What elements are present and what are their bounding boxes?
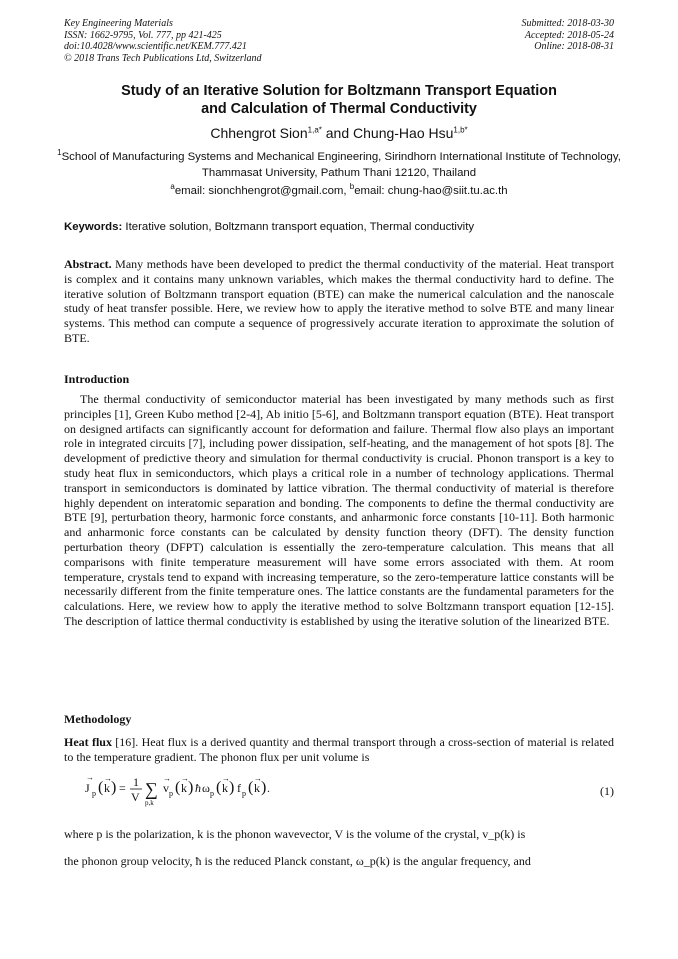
svg-text:.: .: [267, 781, 270, 795]
svg-text:(: (: [216, 779, 222, 796]
heat-flux-text: Heat flux is a derived quantity and thermal transport through a cross-section of material is related to the temperature gradient. The phonon flux per unit volume is: [64, 735, 614, 764]
author-1-affil: 1,a*: [307, 125, 322, 135]
methodology-heading: Methodology: [64, 712, 132, 726]
svg-text:k: k: [222, 781, 228, 795]
svg-text:→: →: [163, 774, 171, 783]
svg-text:p: p: [210, 789, 214, 798]
svg-text:→: →: [222, 774, 230, 783]
svg-text:f: f: [237, 781, 241, 795]
journal-issn: ISSN: 1662-9795, Vol. 777, pp 421-425: [64, 29, 222, 41]
title-line-1: Study of an Iterative Solution for Boltzmann Transport Equation: [121, 83, 557, 99]
email-a-mark: a: [170, 182, 175, 192]
submission-dates: [522, 18, 615, 53]
title-line-2: and Calculation of Thermal Conductivity: [201, 101, 477, 117]
svg-text:→: →: [104, 774, 112, 783]
svg-text:k: k: [254, 781, 260, 795]
equation-1-number: (1): [600, 784, 614, 798]
keywords: [64, 220, 614, 235]
email-b: email: chung-hao@siit.tu.ac.th: [354, 185, 508, 197]
svg-text:∑: ∑: [145, 779, 158, 799]
svg-text:=: =: [119, 781, 126, 795]
abstract-text: Many methods have been developed to predict the thermal conductivity of the material. Heat transport is complex and it contains many unknown variables, which makes the thermal conductivity hard to define. The iterative solution of Boltzmann transport equation (BTE) can make the numerical calculation and the nanoscale study of heat transfer possible. Here, we review how to apply the iterative method to solve BTE and many linear systems. This method can compute a sequence of progressively accurate iteration to approximate the solution of BTE.: [64, 257, 614, 345]
svg-text:p: p: [242, 789, 246, 798]
keywords-text: Iterative solution, Boltzmann transport equation, Thermal conductivity: [122, 221, 475, 233]
variables-line-2: the phonon group velocity, ħ is the reduced Planck constant, ω_p(k) is the angular frequency, and: [64, 854, 531, 868]
journal-info: [64, 18, 262, 64]
email-b-mark: b: [349, 182, 355, 192]
svg-text:(: (: [175, 779, 181, 796]
author-2: Chung-Hao Hsu: [353, 125, 454, 141]
author-emails: [40, 184, 638, 199]
svg-text:): ): [111, 779, 117, 796]
svg-text:p: p: [92, 789, 96, 798]
affiliation-mark: 1: [57, 148, 62, 158]
equation-1-svg: [85, 772, 325, 816]
affiliation-text: School of Manufacturing Systems and Mechanical Engineering, Sirindhorn International Institute of Technology, Thammasat University, Pathum Thani 12120, Thailand: [61, 151, 621, 179]
svg-text:→: →: [254, 774, 262, 783]
paper-title: [40, 82, 638, 118]
svg-text:ω: ω: [202, 781, 210, 795]
svg-text:p: p: [169, 789, 173, 798]
svg-text:): ): [188, 779, 194, 796]
svg-text:(: (: [248, 779, 254, 796]
svg-text:ħ: ħ: [195, 781, 201, 795]
author-list: [40, 124, 638, 142]
heat-flux-label: Heat flux: [64, 735, 112, 749]
abstract-label: Abstract.: [64, 257, 112, 271]
author-and: and: [321, 125, 354, 141]
introduction-heading: Introduction: [64, 372, 130, 386]
journal-name: Key Engineering Materials: [64, 18, 173, 29]
svg-text:v: v: [163, 781, 169, 795]
svg-text:k: k: [181, 781, 187, 795]
svg-text:→: →: [181, 774, 189, 783]
svg-text:→: →: [86, 773, 94, 782]
author-2-affil: 1,b*: [453, 125, 468, 135]
svg-text:1: 1: [133, 775, 139, 789]
heat-flux-paragraph: [64, 735, 614, 765]
submitted-date: Submitted: 2018-03-30: [521, 18, 614, 29]
equation-1: [85, 772, 325, 820]
svg-text:k: k: [104, 781, 110, 795]
variables-line-1: where p is the polarization, k is the phonon wavevector, V is the volume of the crystal, v_p(k) is: [64, 827, 526, 841]
keywords-label: Keywords:: [64, 221, 123, 233]
online-date: Online: 2018-08-31: [534, 41, 614, 52]
email-a: email: sionchhengrot@gmail.com,: [174, 185, 350, 197]
svg-text:): ): [229, 779, 235, 796]
affiliation: [50, 150, 628, 181]
introduction-text: The thermal conductivity of semiconductor material has been investigated by many methods such as first principles [1], Green Kubo method [2-4], Ab initio [5-6], and Boltzmann transport equation (BTE). Heat transport on designed artifacts can significantly account for deformation and failure. Thermal flow also plays an important role in integrated circuits [7], including power dissipation, self-heating, and the management of hot spots [8]. The development of predictive theory and simulation for thermal conductivity is crucial. Phonon transport is a key to study heat flux in semiconductors, which plays a critical role in a number of technology applications. Thermal transport in semiconductors is dominated by lattice vibration. The thermal conductivity of material is therefore highly dependent on interatomic separation and bonding. The components to define the thermal conductivity are BTE [9], perturbation theory, harmonic force constants, and anharmonic force constants [10-11]. Both harmonic and anharmonic force constants can be calculated by density function theory (DFT). The density function perturbation theory (DFPT) calculation is essentially the zero-temperature calculation. This means that all comparisons with finite temperature measurement will have some errors associated with them. At room temperature, crystals tend to expand with increasing temperature, so the zero-temperature lattice constants will be necessarily different from the finite temperature ones. The lattice constants are the fundamental parameters for the calculations. Here, we review how to apply the iterative method to solve Boltzmann transport equation [12-15]. The description of lattice thermal conductivity is established by using the iterative solution of the linearized BTE.: [64, 392, 614, 628]
abstract: [64, 257, 614, 346]
journal-copyright: © 2018 Trans Tech Publications Ltd, Switzerland: [64, 52, 262, 64]
author-1: Chhengrot Sion: [210, 125, 308, 141]
svg-text:(: (: [98, 779, 104, 796]
svg-text:J: J: [85, 781, 90, 795]
journal-doi: doi:10.4028/www.scientific.net/KEM.777.421: [64, 41, 247, 52]
svg-text:p,k: p,k: [145, 799, 154, 807]
heat-flux-ref: [16].: [111, 735, 139, 749]
accepted-date: Accepted: 2018-05-24: [524, 29, 614, 41]
svg-text:): ): [261, 779, 267, 796]
svg-text:V: V: [131, 790, 140, 804]
